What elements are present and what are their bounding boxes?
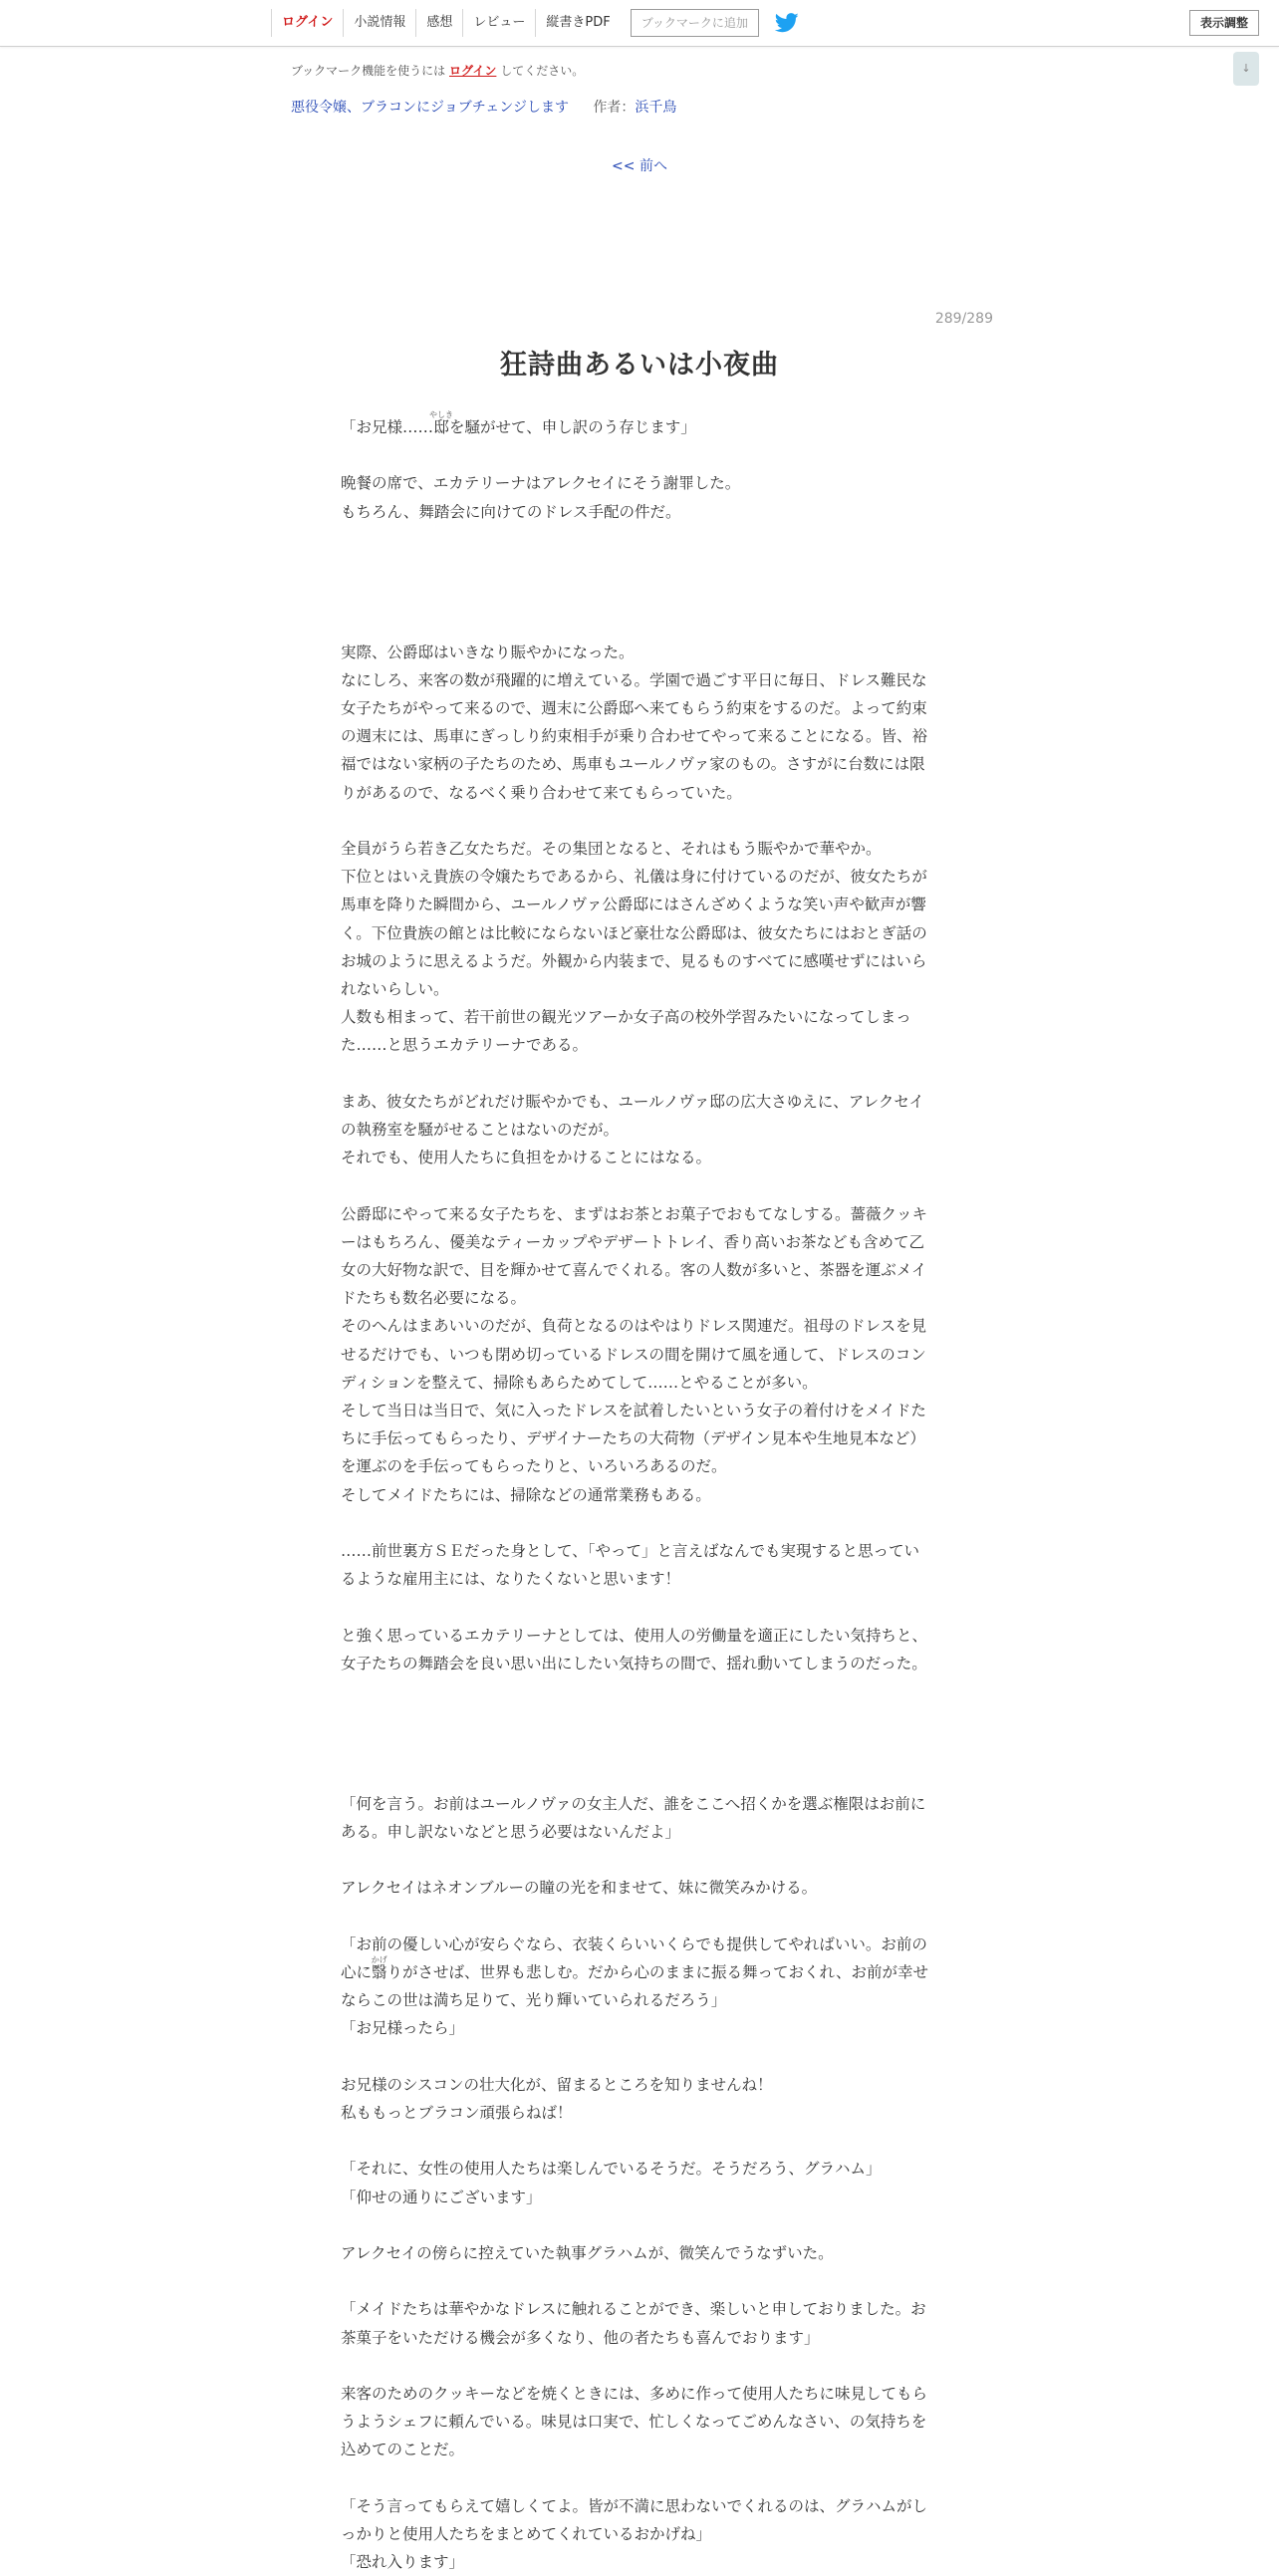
body-line: アレクセイはネオンブルーの瞳の光を和ませて、妹に微笑みかける。 — [341, 1879, 818, 1898]
body-line — [341, 1593, 934, 1621]
bookmark-notice-prefix: ブックマーク機能を使うには — [291, 64, 449, 78]
author-link[interactable]: 浜千鳥 — [635, 100, 677, 116]
body-text: 「お兄様…… — [341, 418, 434, 436]
body-line — [341, 2352, 934, 2380]
top-nav-bar — [0, 0, 1279, 47]
bookmark-notice-login-link[interactable]: ログイン — [448, 64, 497, 78]
body-line: そしてメイドたちには、掃除などの通常業務もある。 — [341, 1485, 711, 1504]
body-line — [341, 2267, 934, 2295]
bookmark-notice — [291, 62, 584, 79]
body-line — [341, 2464, 934, 2492]
body-line — [341, 1060, 934, 1088]
nav-novel-info-link[interactable]: 小説情報 — [343, 9, 415, 37]
author-label: 作者： — [593, 100, 636, 116]
body-line: 人数も相まって、若干前世の観光ツアーか女子高の校外学習みたいになってしまった……と思うエカテリーナである。 — [341, 1008, 911, 1055]
body-line: 「何を言う。お前はユールノヴァの女主人だ、誰をここへ招くかを選ぶ権限はお前にある。申し訳ないなどと思う必要はないんだよ」 — [341, 1794, 926, 1841]
ruby-text — [371, 1954, 387, 1981]
body-line — [341, 1846, 934, 1874]
nav-impressions-link[interactable]: 感想 — [415, 9, 462, 37]
body-line: 来客のためのクッキーなどを焼くときには、多めに作って使用人たちに味見してもらうようシェフに頼んでいる。味見は口実で、忙しくなってごめんなさい、の気持ちを込めてのことだ。 — [341, 2384, 928, 2459]
body-line — [341, 2211, 934, 2239]
prev-page-link — [0, 155, 1279, 175]
nav-menu — [271, 9, 799, 37]
twitter-bird-icon[interactable] — [775, 13, 799, 33]
body-line: まあ、彼女たちがどれだけ賑やかでも、ユールノヴァ邸の広大さゆえに、アレクセイの執務室を騒がせることはないのだが。 — [341, 1092, 924, 1139]
body-line — [341, 1903, 934, 1931]
body-line — [341, 1733, 934, 1761]
bookmark-notice-suffix: してください。 — [496, 64, 585, 78]
body-text: 「お前の優しい心が安らぐなら、衣装くらいいくらでも提供してやればいい。お前の心に — [341, 1934, 927, 1981]
body-line: 全員がうら若き乙女たちだ。その集団となると、それはもう賑やかで華やか。 — [341, 839, 882, 858]
novel-meta — [291, 97, 676, 117]
ruby-base: 邸 — [429, 418, 453, 436]
display-adjust-button[interactable]: 表示調整 — [1189, 10, 1259, 36]
body-line: 「メイドたちは華やかなドレスに触れることができ、楽しいと申しておりました。お茶菓子をいただける機会が多くなり、他の者たちも喜んでおります」 — [341, 2300, 926, 2347]
body-line: と強く思っているエカテリーナとしては、使用人の労働量を適正にしたい気持ちと、女子たちの舞踏会を良い思い出にしたい気持ちの間で、揺れ動いてしまうのだった。 — [341, 1626, 928, 1673]
body-line — [341, 582, 934, 610]
prev-page-link-text[interactable]: << 前へ — [612, 158, 667, 174]
body-line: お兄様のシスコンの壮大化が、留まるところを知りませんね！ — [341, 2075, 773, 2094]
chapter-title: 狂詩曲あるいは小夜曲 — [500, 350, 779, 381]
body-line: 晩餐の席で、エカテリーナはアレクセイにそう謝罪した。 — [341, 474, 741, 493]
body-line: 下位とはいえ貴族の令嬢たちであるから、礼儀は身に付けているのだが、彼女たちが馬車を降りた瞬間から、ユールノヴァ公爵邸にはさんざめくような笑い声や歓声が響く。下位貴族の館とは比較にならないほど豪壮な公爵邸は、彼女たちにはおとぎ話のお城のように思えるようだ。外観から内装まで、見るものすべてに感嘆せずにはいられないらしい。 — [341, 868, 927, 998]
body-line — [341, 2043, 934, 2071]
body-line: 「そう言ってもらえて嬉しくてよ。皆が不満に思わないでくれるのは、グラハムがしっかりと使用人たちをまとめてくれているおかげね」 — [341, 2496, 928, 2543]
bookmark-add-button[interactable]: ブックマークに追加 — [631, 9, 759, 37]
body-line — [341, 2127, 934, 2155]
body-line: アレクセイの傍らに控えていた執事グラハムが、微笑んでうなずいた。 — [341, 2243, 834, 2262]
ruby-reading: かげ — [371, 1954, 387, 1964]
scroll-down-button[interactable]: ↓ — [1233, 52, 1259, 86]
body-line — [341, 1762, 934, 1790]
body-line: なにしろ、来客の数が飛躍的に増えている。学園で過ごす平日に毎日、ドレス難民な女子たちがやって来るので、週末に公爵邸へ来てもらう約束をするのだ。よって約束の週末には、馬車にぎっしり約束相手が乗り合わせてやって来ることになる。皆、裕福ではない家柄の子たちのため、馬車もユールノヴァ家のもの。さすがに台数には限りがあるので、なるべく乗り合わせて来てもらっていた。 — [341, 670, 928, 802]
body-line — [341, 441, 934, 469]
body-line — [341, 1931, 934, 2015]
body-line — [341, 410, 934, 441]
ruby-base: 翳 — [371, 1962, 387, 1981]
body-line: 実際、公爵邸はいきなり賑やかになった。 — [341, 643, 635, 661]
body-text: りがさせば、世界も悲しむ。だから心のままに振る舞っておくれ、お前が幸せならこの世は満ち足りて、光り輝いていられるだろう」 — [341, 1962, 928, 2010]
body-line — [341, 1677, 934, 1705]
body-line — [341, 807, 934, 835]
body-line: ……前世裏方ＳＥだった身として、「やって」と言えばなんでも実現すると思っているような雇用主には、なりたくないと思います！ — [341, 1541, 919, 1589]
body-line — [341, 1705, 934, 1733]
body-line: そのへんはまあいいのだが、負荷となるのはやはりドレス関連だ。祖母のドレスを見せるだけでも、いつも閉め切っているドレスの間を開けて風を通して、ドレスのコンディションを整えて、掃除もあらためてして……とやることが多い。 — [341, 1317, 927, 1392]
nav-login-link[interactable]: ログイン — [271, 9, 343, 37]
body-line — [341, 1509, 934, 1537]
body-line: そして当日は当日で、気に入ったドレスを試着したいという女子の着付けをメイドたちに手伝ってもらったり、デザイナーたちの大荷物（デザイン見本や生地見本など）を運ぶのを手伝ってもらったりと、いろいろあるのだ。 — [341, 1401, 926, 1476]
chapter-body — [341, 410, 934, 2576]
body-line — [341, 610, 934, 638]
body-line: 「恐れ入ります」 — [341, 2553, 465, 2572]
novel-title-link[interactable]: 悪役令嬢、ブラコンにジョブチェンジします — [291, 100, 569, 116]
body-line: 公爵邸にやって来る女子たちを、まずはお茶とお菓子でおもてなしする。薔薇クッキーはもちろん、優美なティーカップやデザートトレイ、香り高いお茶なども含めて乙女の大好物な訳で、目を輝かせて喜んでくれる。客の人数が多いと、茶器を運ぶメイドたちも数名必要になる。 — [341, 1204, 928, 1308]
ruby-reading: やしき — [429, 410, 454, 419]
body-line: 「仰せの通りにございます」 — [341, 2188, 542, 2206]
body-line: 「お兄様ったら」 — [341, 2019, 465, 2038]
body-line — [341, 526, 934, 554]
ruby-text — [429, 410, 454, 436]
body-line: それでも、使用人たちに負担をかけることにはなる。 — [341, 1149, 712, 1167]
body-line: 「それに、女性の使用人たちは楽しんでいるそうだ。そうだろう、グラハム」 — [341, 2160, 882, 2179]
body-line — [341, 554, 934, 582]
nav-review-link[interactable]: レビュー — [462, 9, 535, 37]
body-line: 私ももっとブラコン頑張らねば！ — [341, 2103, 573, 2122]
body-line: もちろん、舞踏会に向けてのドレス手配の件だ。 — [341, 502, 681, 521]
body-line — [341, 1171, 934, 1199]
page-number: 289/289 — [934, 311, 993, 327]
body-text: を騒がせて、申し訳のう存じます」 — [449, 418, 696, 436]
nav-pdf-link[interactable]: 縦書きPDF — [535, 9, 620, 37]
